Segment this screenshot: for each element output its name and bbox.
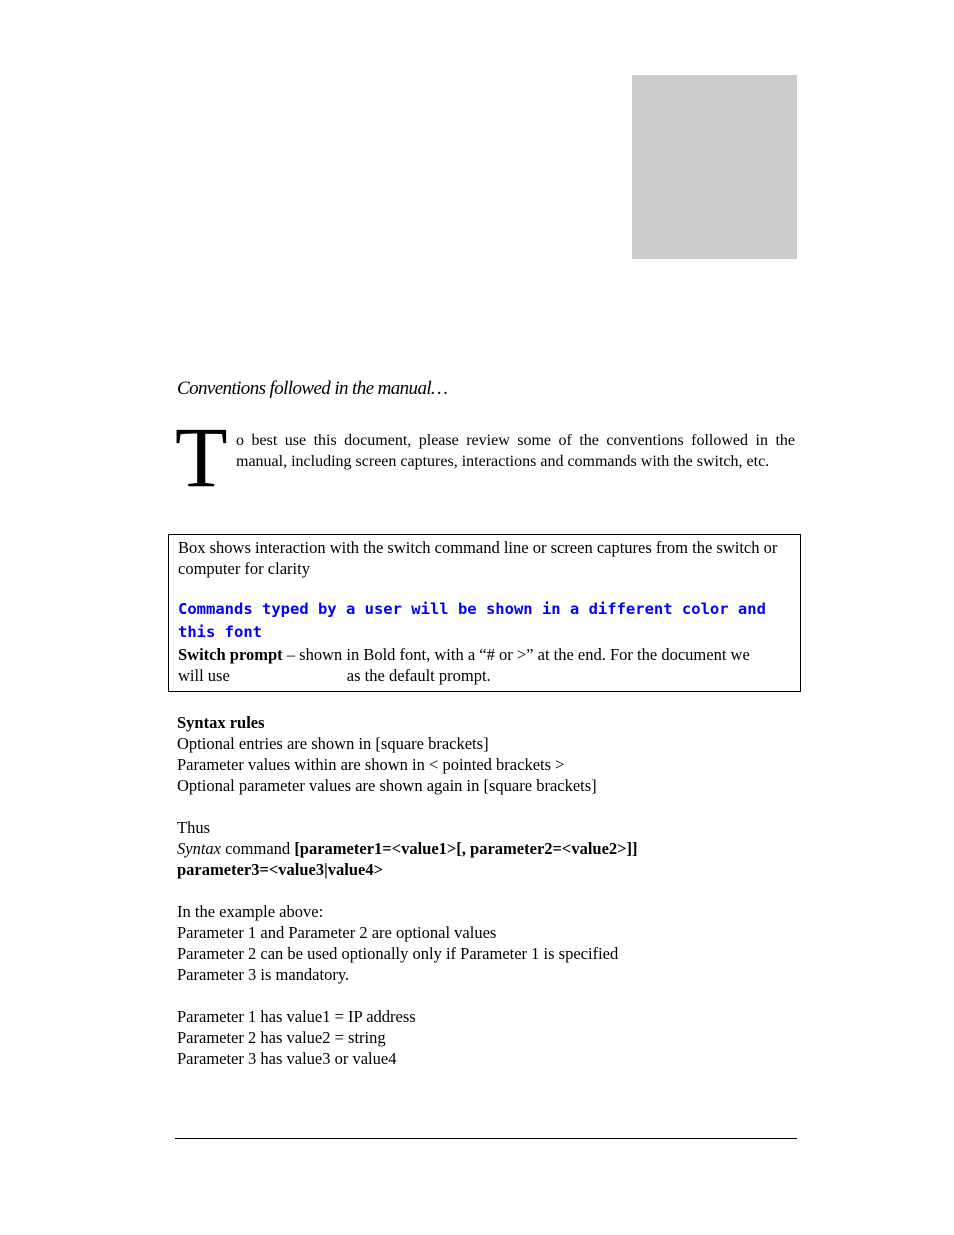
chapter-tab-block — [632, 75, 797, 259]
switch-prompt-label: Switch prompt — [178, 645, 283, 664]
value-line: Parameter 3 has value3 or value4 — [177, 1049, 397, 1068]
convention-box — [168, 534, 801, 692]
switch-prompt-text-1: – shown in Bold font, with a “# or >” at the end. For the document we will use — [178, 645, 750, 685]
drop-cap: T — [175, 409, 228, 505]
value-line: Parameter 1 has value1 = IP address — [177, 1007, 416, 1026]
example-line: Parameter 3 is mandatory. — [177, 965, 350, 984]
syntax-rule: Optional entries are shown in [square brackets] — [177, 734, 489, 753]
example-line: Parameter 1 and Parameter 2 are optional values — [177, 923, 497, 942]
intro-paragraph: o best use this document, please review some of the conventions followed in the manual, including screen captures, interactions and commands with the switch, etc. — [236, 432, 795, 470]
thus-line: Thus — [177, 818, 210, 837]
syntax-example-line-1 — [177, 838, 797, 859]
example-intro: In the example above: — [177, 902, 324, 921]
syntax-word: Syntax — [177, 839, 221, 858]
value-line: Parameter 2 has value2 = string — [177, 1028, 386, 1047]
syntax-heading: Syntax rules — [177, 713, 265, 732]
syntax-section — [177, 712, 797, 1069]
syntax-bold-2: parameter3=<value3|value4> — [177, 860, 383, 879]
syntax-rule: Optional parameter values are shown again in [square brackets] — [177, 776, 597, 795]
footer-rule — [175, 1138, 797, 1139]
commands-note: Commands typed by a user will be shown in a different color and this font — [178, 600, 766, 641]
switch-prompt-note — [178, 644, 778, 686]
switch-prompt-text-2: as the default prompt. — [346, 666, 491, 685]
command-word: command — [220, 839, 295, 858]
syntax-bold-1: [parameter1=<value1>[, parameter2=<value2>]] — [294, 839, 638, 858]
box-description: Box shows interaction with the switch command line or screen captures from the switch or computer for clarity — [178, 538, 778, 578]
syntax-rule: Parameter values within are shown in < pointed brackets > — [177, 755, 565, 774]
example-line: Parameter 2 can be used optionally only if Parameter 1 is specified — [177, 944, 619, 963]
section-title: Conventions followed in the manual… — [177, 378, 448, 399]
